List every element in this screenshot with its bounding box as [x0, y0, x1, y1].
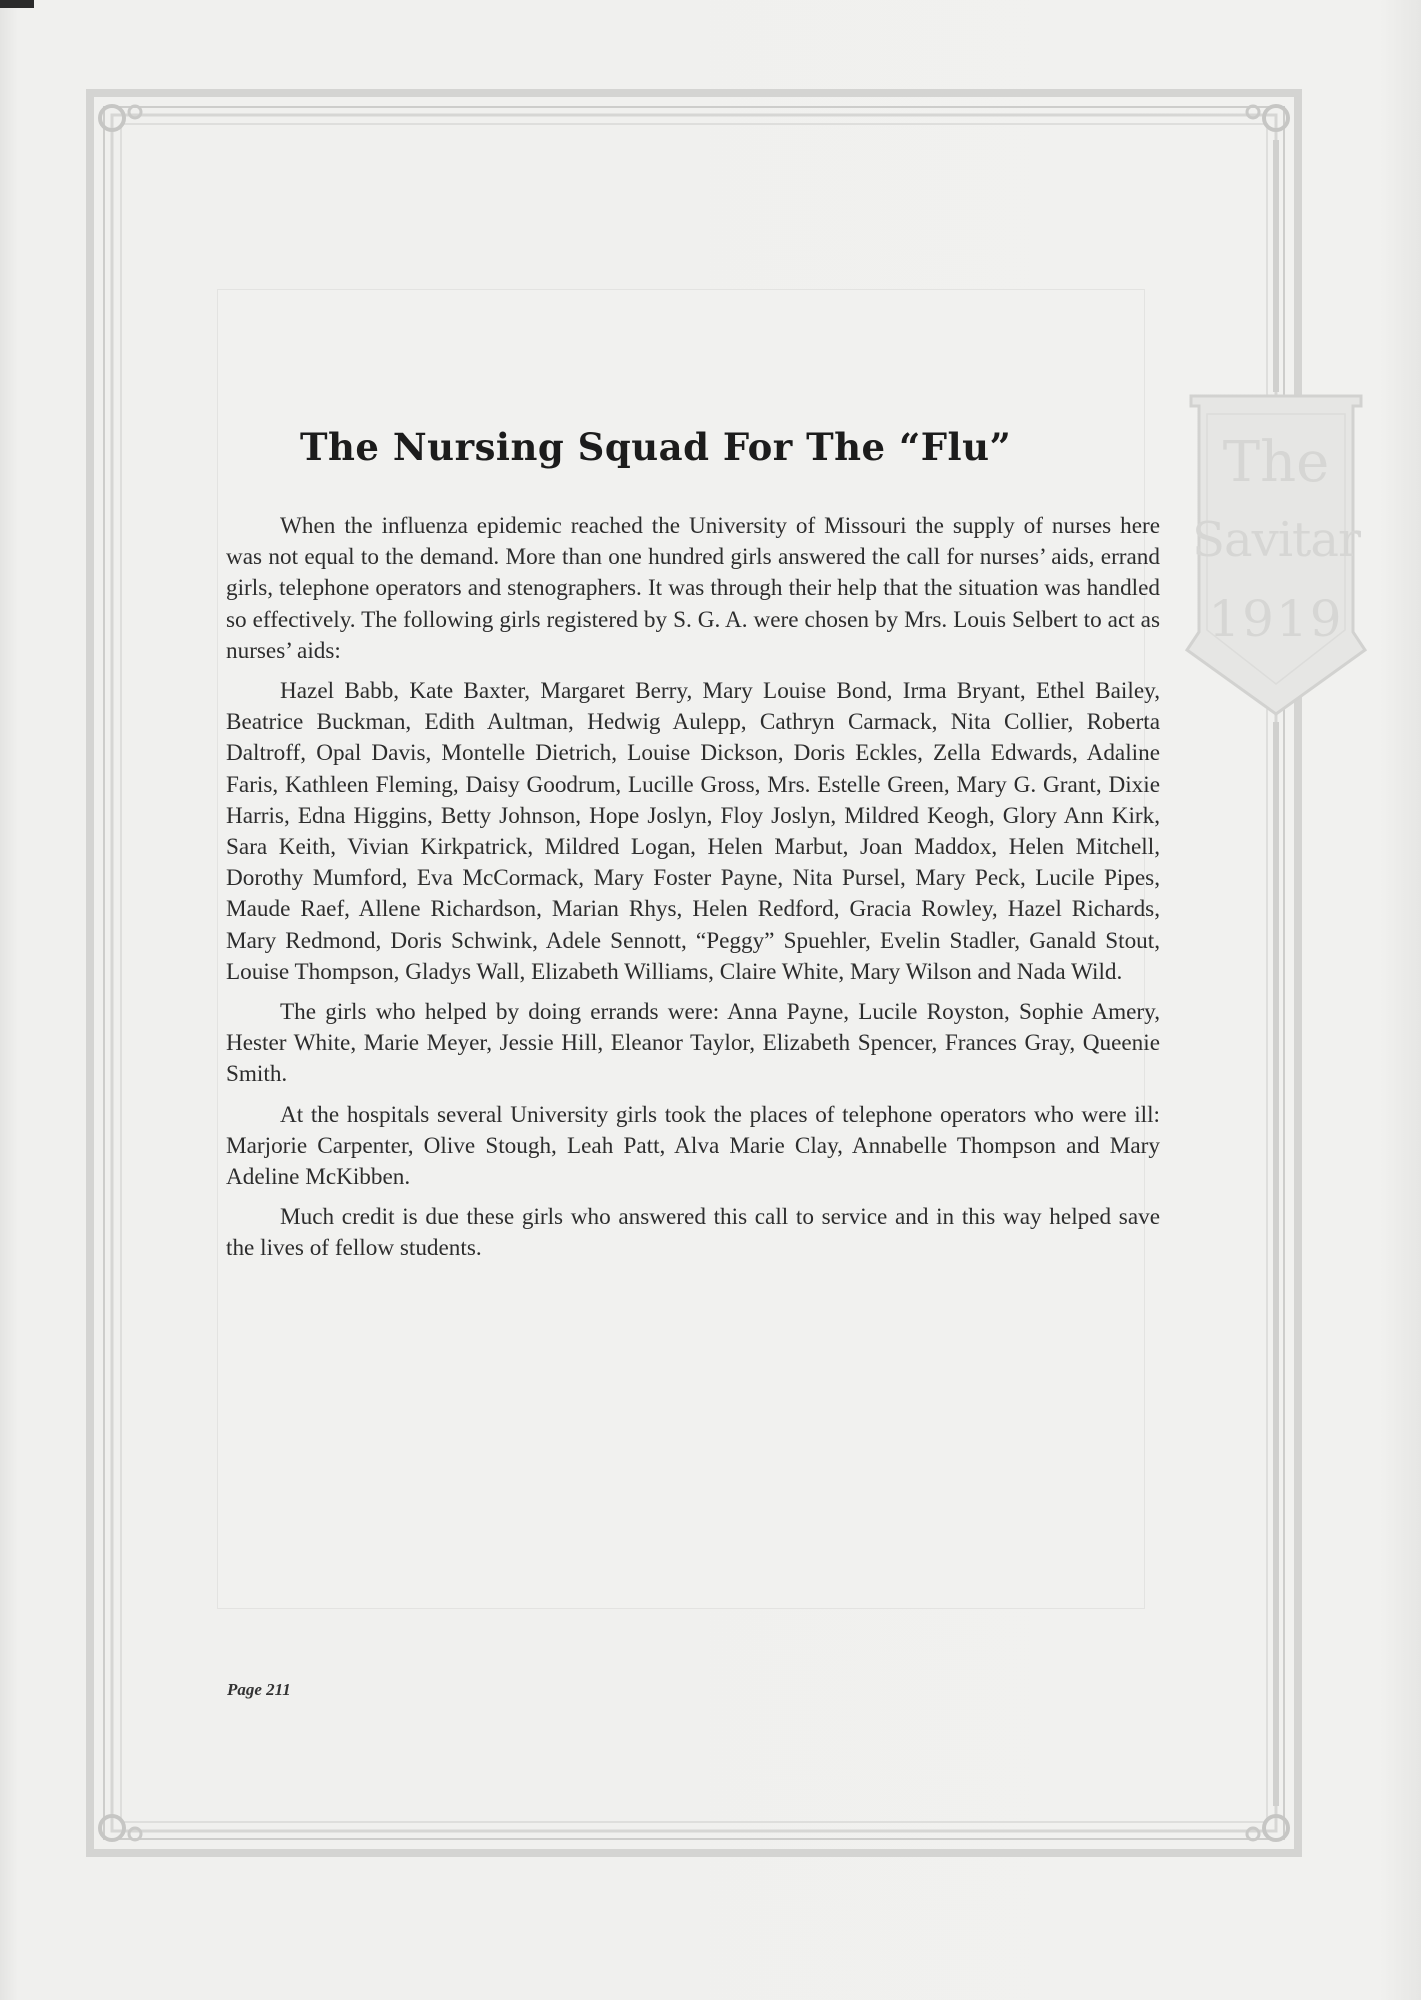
paragraph-intro: When the influenza epidemic reached the University of Missouri the supply of nurses here was not equal to the demand. More than one hundred girls answered the call for nurses’ aids, errand girls, telephone operators and stenographers. It was through their help that the situation was handled so effectively. The following girls registered by S. G. A. were chosen by Mrs. Louis Selbert to act as nurses’ aids:	[226, 513, 1160, 664]
banner-line-the: The	[1222, 430, 1330, 495]
article-body	[226, 511, 1160, 1274]
paragraph-errand-girls: The girls who helped by doing errands were: Anna Payne, Lucile Royston, Sophie Amery, Hester White, Marie Meyer, Jessie Hill, Eleanor Taylor, Elizabeth Spencer, Frances Gray, Queenie Smith.	[226, 999, 1160, 1088]
banner-line-savitar: Savitar	[1192, 512, 1360, 568]
paragraph-closing: Much credit is due these girls who answered this call to service and in this way helped save the lives of fellow students.	[226, 1204, 1160, 1262]
page-number: Page 211	[227, 1680, 291, 1699]
banner-line-year: 1919	[1208, 590, 1344, 648]
paragraph-nurses-aids-list: Hazel Babb, Kate Baxter, Margaret Berry, Mary Louise Bond, Irma Bryant, Ethel Bailey, Beatrice Buckman, Edith Aultman, Hedwig Aulepp, Cathryn Carmack, Nita Collier, Roberta Daltroff, Opal Davis, Montelle Dietrich, Louise Dickson, Doris Eckles, Zella Edwards, Adaline Faris, Kathleen Fleming, Daisy Goodrum, Lucille Gross, Mrs. Estelle Green, Mary G. Grant, Dixie Harris, Edna Higgins, Betty Johnson, Hope Joslyn, Floy Joslyn, Mildred Keogh, Glory Ann Kirk, Sara Keith, Vivian Kirkpatrick, Mildred Logan, Helen Marbut, Joan Maddox, Helen Mitchell, Dorothy Mumford, Eva McCormack, Mary Foster Payne, Nita Pursel, Mary Peck, Lucile Pipes, Maude Raef, Allene Richardson, Marian Rhys, Helen Redford, Gracia Rowley, Hazel Richards, Mary Redmond, Doris Schwink, Adele Sennott, “Peggy” Spuehler, Evelin Stadler, Ganald Stout, Louise Thompson, Gladys Wall, Elizabeth Williams, Claire White, Mary Wilson and Nada Wild.	[226, 678, 1160, 985]
page-title: The Nursing Squad For The “Flu”	[300, 425, 1012, 469]
paragraph-telephone-operators: At the hospitals several University girls took the places of telephone operators who were ill: Marjorie Carpenter, Olive Stough, Leah Patt, Alva Marie Clay, Annabelle Thompson and Mary Adeline McKibben.	[226, 1101, 1160, 1191]
